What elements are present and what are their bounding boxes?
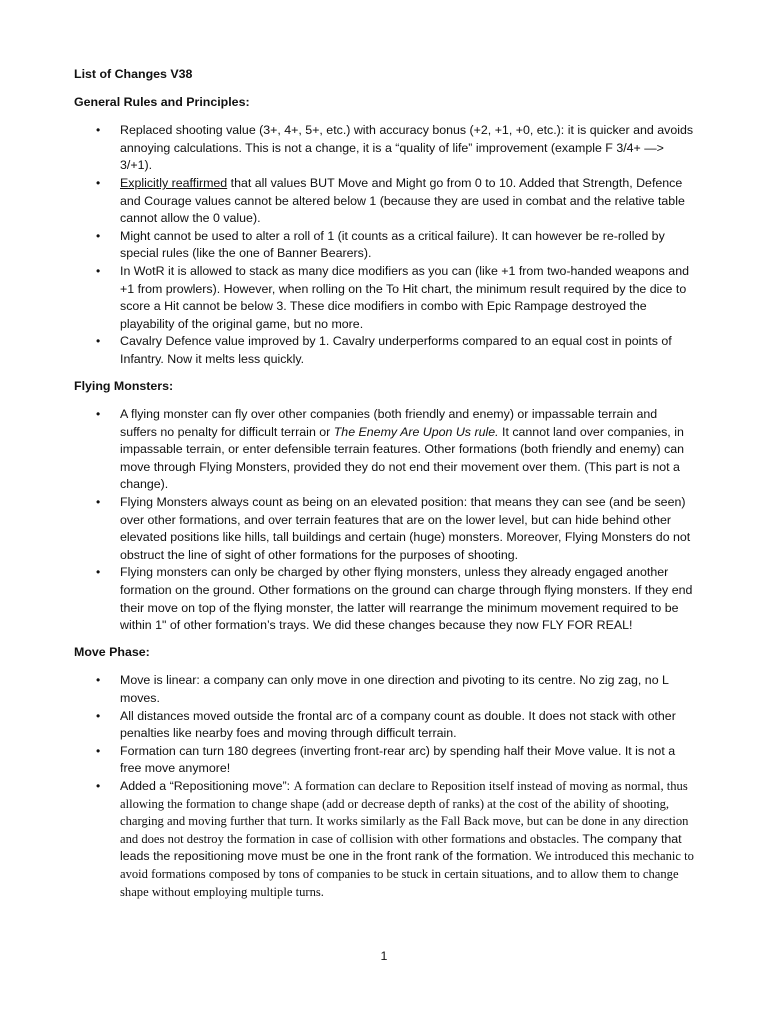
bullet-icon: • [96, 565, 101, 580]
list-item-text-serif: We introduced this mechanic to avoid formations composed by tons of companies to be stuck in certain situations, and to allow them to change shape without employing multiple turns. [120, 849, 694, 899]
list-item-text: Move is linear: a company can only move in one direction and pivoting to its centre. No zig zag, no L moves. [120, 673, 669, 705]
list-item [74, 708, 696, 743]
list-item-text-serif: A formation can declare to Reposition itself instead of moving as normal, thus allowing the formation to change shape (add or decrease depth of ranks) at the cost of the ability of shooting, charging and moving further that turn. It works similarly as the Fall Back move, but can be done in any direction and does not destroy the formation in case of collision with other formations and obstacles. [120, 778, 689, 846]
list-item [74, 228, 696, 263]
section-heading-general-rules: General Rules and Principles: [74, 94, 250, 109]
page-number: 1 [380, 949, 388, 963]
list-item-text: Might cannot be used to alter a roll of 1 (it counts as a critical failure). It can however be re-rolled by special rules (like the one of Banner Bearers). [120, 228, 665, 261]
list-item [74, 333, 696, 368]
list-item-text: that all values BUT Move and Might go from 0 to 10. Added that Strength, Defence and Courage values cannot be altered below 1 (because they are used in combat and the relative table cannot allow the 0 value). [120, 175, 685, 226]
bullet-icon: • [96, 228, 101, 243]
list-item [74, 122, 696, 175]
bullet-icon: • [96, 495, 101, 510]
bullet-icon: • [96, 407, 101, 422]
list-item [74, 743, 696, 778]
list-item [74, 778, 696, 901]
list-item-text: Replaced shooting value (3+, 4+, 5+, etc.) with accuracy bonus (+2, +1, +0, etc.): it is quicker and avoids annoying calculations. This is not a change, it is a “quality of life” improvement (example F 3/4+ —> 3/+1). [120, 123, 694, 173]
list-item-text: A flying monster can fly over other companies (both friendly and enemy) or impassable terrain and suffers no penalty for difficult terrain or [120, 407, 658, 439]
bullet-icon: • [96, 263, 101, 278]
document-title: List of Changes V38 [74, 67, 193, 81]
list-item-text: Flying monsters can only be charged by other flying monsters, unless they already engaged another formation on the ground. Other formations on the ground can charge through flying monsters. If they end their move on top of the flying monster, the latter will rearrange the minimum movement required to be within 1" of other formation’s trays. We did these changes because they now FLY FOR REAL! [120, 565, 693, 633]
list-item [74, 406, 696, 494]
list-item-text: Added a “Repositioning move”: [120, 778, 294, 793]
list-item [74, 564, 696, 634]
bullet-icon: • [96, 334, 101, 349]
italic-rule-name: The Enemy Are Upon Us rule. [333, 424, 499, 439]
list-item-text: The company that leads the repositioning move must be one in the front rank of the formation. [120, 831, 682, 864]
list-item-text: Cavalry Defence value improved by 1. Cavalry underperforms compared to an equal cost in points of Infantry. Now it melts less quickly. [120, 334, 672, 366]
list-item-text: All distances moved outside the frontal arc of a company count as double. It does not stack with other penalties like nearby foes and moving through difficult terrain. [120, 708, 676, 741]
list-item-text: It cannot land over companies, in impassable terrain, or enter defensible terrain features. Other formations (both friendly and enemy) can move through Flying Monsters, provided they do not end their movement over them. (This part is not a change). [120, 424, 685, 492]
underlined-text: Explicitly reaffirmed [120, 175, 228, 190]
list-item [74, 263, 696, 333]
list-item [74, 494, 696, 564]
bullet-icon: • [96, 673, 101, 688]
bullet-icon: • [96, 175, 101, 190]
section-heading-flying-monsters: Flying Monsters: [74, 378, 174, 393]
section-heading-move-phase: Move Phase: [74, 644, 150, 659]
list-item [74, 175, 696, 228]
bullet-icon: • [96, 743, 101, 758]
list-item-text: In WotR it is allowed to stack as many dice modifiers as you can (like +1 from two-handed weapons and +1 from prowlers). However, when rolling on the To Hit chart, the minimum result required by the dice to score a Hit cannot be below 3. These dice modifiers in combo with Epic Rampage destroyed the playability of the original game, but no more. [120, 263, 689, 331]
bullet-icon: • [96, 708, 101, 723]
list-item [74, 672, 696, 707]
list-item-text: Flying Monsters always count as being on an elevated position: that means they can see (and be seen) over other formations, and over terrain features that are on the lower level, but can hide behind other elevated positions like hills, tall buildings and certain (huge) monsters. Moreover, Flying Monsters do not obstruct the line of sight of other formations for the purposes of shooting. [120, 495, 691, 562]
document-page [74, 66, 696, 910]
flying-monsters-list [74, 406, 696, 635]
move-phase-list [74, 672, 696, 901]
bullet-icon: • [96, 778, 101, 793]
general-rules-list [74, 122, 696, 368]
list-item-text: Formation can turn 180 degrees (inverting front-rear arc) by spending half their Move value. It is not a free move anymore! [120, 743, 676, 776]
bullet-icon: • [96, 123, 101, 138]
